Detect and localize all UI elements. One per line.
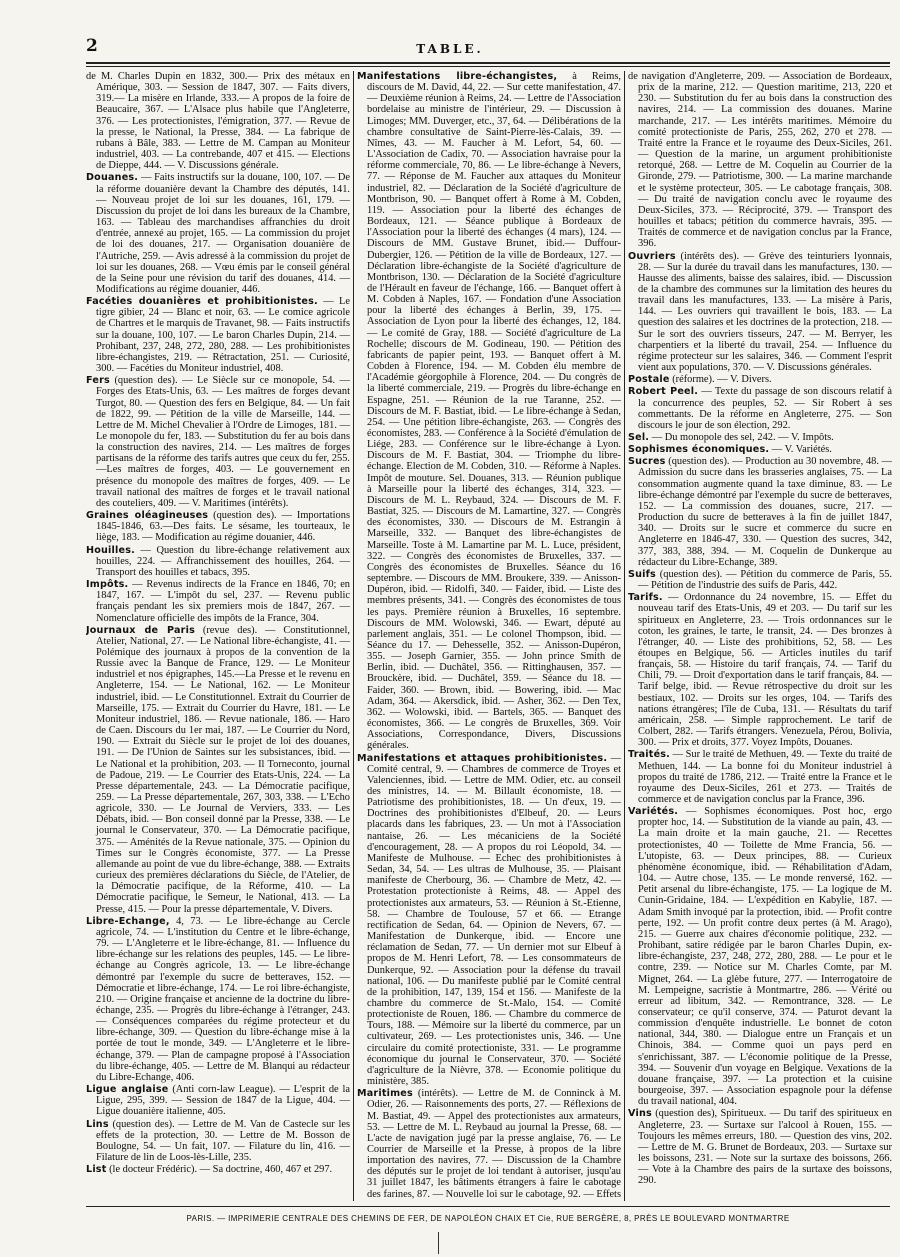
index-references: (question des). — Pétition du commerce de Paris, 55. — Pétition de l'industrie des suifs de Paris, 442. xyxy=(638,568,892,592)
header-rule xyxy=(86,62,890,64)
index-references: (question des), Spiritueux. — Du tarif des spiritueux en Angleterre, 23. — Surtaxe sur l'alcool à Rouen, 155. — Toujours les mêmes erreurs, 180. — Question des vins, 202. — Lettre de M. G. Brunet de Bordeaux, 203. — Surtaxe sur les boissons, 231. — Note sur la surtaxe des boissons, 266. — Vote à la Chambre des pairs de la surtaxe des boissons, 290. xyxy=(638,1108,892,1187)
index-references: — Texte du passage de son discours relatif à la concurrence des peuples, 52. — Sir Robert à ses commettants. De la réforme en Angleterre, 275. — Son discours le jour de son élection, 292. xyxy=(638,386,892,431)
index-entry xyxy=(628,456,892,568)
index-column-2 xyxy=(357,71,621,1201)
index-references: (réforme). — V. Divers. xyxy=(669,374,772,386)
index-term: Lins xyxy=(86,1118,109,1130)
index-entry xyxy=(86,1084,350,1117)
index-references: — Sur le traité de Methuen, 49. — Texte du traité de Methuen, 144. — La bonne foi du Moniteur industriel à propos du traité de 1786, 212. — Traité entre la France et le royaume des Deux-Siciles, 261 et 273. — Traités de commerce et de navigation conclus par la France, 396. xyxy=(638,749,892,805)
index-term: Manifestations et attaques prohibitionistes. xyxy=(357,752,608,764)
index-term: Houilles. xyxy=(86,544,135,556)
page-number: 2 xyxy=(86,36,98,56)
index-entry xyxy=(628,592,892,748)
index-term: Postale xyxy=(628,374,670,386)
index-references: (question des). — Lettre de M. Van de Castecle sur les effets de la protection, 30. — Lettre de M. Bosson de Boulogne, 54. — Un fait, 107. — Filature du lin, 416. — Filature de lin de Loos-lès-Lille, 235. xyxy=(96,1118,350,1163)
index-references: (intérêts des). — Grève des teinturiers lyonnais, 28. — Sur la durée du travail dans les manufactures, 130. — Hausse des aliments, baisse des salaires, ibid. — Discussion de la chambre des communes sur la limitation des heures du travail dans les manufactures, 133. — La misère à Paris, 144. — Les ouvriers qui travaillent le bois, 183. — La question des salaires et les doctrines de la protection, 218. — Sur le sort des ouvriers tisseurs, 247. — M. Berryer, les charpentiers et la liberté du travail, 254. — Influence du régime protecteur sur les salaires, 346. — Comment l'esprit vient aux populations, 370. — V. Discussions générales. xyxy=(638,250,892,374)
index-term: Sel. xyxy=(628,432,650,443)
index-term: Manifestations libre-échangistes, xyxy=(357,71,558,82)
end-of-table-note xyxy=(628,1200,892,1201)
index-entry xyxy=(357,1088,621,1201)
index-entry xyxy=(628,749,892,805)
index-references: — Question du libre-échange relativement aux houilles, 224. — Affranchissement des houilles, 264. — Transport des houilles et tabacs, 395. xyxy=(96,544,350,578)
index-entry xyxy=(86,172,350,295)
column-divider-1 xyxy=(353,71,354,1201)
index-references: (question des). — Production au 30 novembre, 48. — Admission du sucre dans les brasseries anglaises, 75. — La consommation augmente quand la taxe diminue, 83. — Le libre-échange démontré par l'exemple du sucre de betteraves, 152. — La commission des douanes, sucre, 217. — Production du sucre de betteraves à la fin de juillet 1847, 340. — Droits sur le sucre et commerce du sucre en Angleterre en 1846-47, 330. — Question des sucres, 342, 377, 383, 388, 394. — M. Coquelin de Dunkerque au rédacteur du Libre-Echange, 389. xyxy=(638,456,892,568)
index-entry xyxy=(86,375,350,509)
index-entry xyxy=(628,251,892,374)
index-entry xyxy=(86,296,350,374)
column-divider-2 xyxy=(624,71,625,1201)
printer-imprint: PARIS. — IMPRIMERIE CENTRALE DES CHEMINS DE FER, DE NAPOLÉON CHAIX ET Cie, RUE BERGÈRE, 8, PRÈS LE BOULEVARD MONTMARTRE xyxy=(186,1214,790,1223)
index-term: Suifs xyxy=(628,568,656,580)
index-references: (le docteur Frédéric). — Sa doctrine, 460, 467 et 297. xyxy=(106,1164,333,1176)
index-references: — V. Variétés. xyxy=(769,444,832,456)
index-entry xyxy=(86,579,350,624)
index-references: — Sophismes économiques. Post hoc, ergo propter hoc, 14. — Substitution de la viande au pain, 43. — La main droite et la main gauche, 21. — Recettes protectionistes, 40 — Toilette de Mme Francia, 56. — L'utopiste, 63. — Deux principes, 88. — Curieux phénomène économique, ibid. — Réhabilitation d'Adam, 104. — Autre chose, 135. — Le monde renversé, 162. — Petit arsenal du libre-échangiste, 175. — La logique de M. Cunin-Gridaine, 184. — L'expédition en Kabylie, 187. — Adam Smith invoqué par la protection, ibid. — Profit contre perte, 192. — Un profit contre deux pertes (à M. Arago), 215. — Guerre aux chaires d'économie politique, 232. — Prohibant, satire rédigée par le baron Charles Dupin, ex-libre-échangiste, 237, 248, 272, 280, 288. — Le pour et le contre, 239. — Notice sur M. Charles Comte, par M. Mignet, 264. — La glèbe future, 277. — Interrogatoire de M. Lempeigne, sacristie à Montmartre, 286. — Vérité ou erreur ad libitum, 342. — Remontrance, 328. — Le conservateur; ce qu'il conserve, 374. — Paturot devant la commission d'enquête industrielle. Le bonnet de coton national, 344, 380. — Dialogue entre un Français et un Chinois, 384. — Comme quoi un pays perd en s'enrichissant, 387. — L'économie politique de la Presse, 394. — Souvenir d'un voyage en Belgique. Vexations de la douane française, 397. — La protection et la cuisine bourgeoise, 397. — Association espagnole pour la défense du travail national, 404. xyxy=(638,806,892,1108)
index-column-1 xyxy=(86,71,350,1201)
footer-rule xyxy=(86,1206,890,1207)
index-references: — Comité central, 9. — Chambres de commerce de Troyes et Valenciennes, ibid. — Lettre de MM. Odier, etc. au conseil des ministres, 14. — M. Billault économiste, 18. — Patriotisme des prohibitionistes, 18. — Un d'eux, 19. — Doctrines des prohibitionistes d'Elbeuf, 20. — Leurs placards dans les fabriques, 23. — Un mot à l'Association nantaise, 26. — Les mécaniciens de la Société d'encouragement, 28. — A propos du roi Léopold, 34. — Manifeste de Mulhouse. — Echec des prohibitionistes à Sedan, 34, 54. — Les ultras de Mulhouse, 35. — Plaisant manifeste de Cherbourg, 36. — Chambre de Metz, 42. — Protestation protectioniste à Reims, 48. — Appel des protectionistes aux armateurs, 53. — Réunion à St.-Etienne, 58. — Chambre de Toulouse, 57 et 66. — Etrange rectification de Sedan, 64. — Opinion de Nevers, 67. — Manifestation de Dunkerque, ibid. — Encore une réclamation de Sedan, 77. — Un dernier mot sur Elbeuf à propos de M. Henri Lefort, 78. — Les consommateurs de Dunkerque, 92. — Association pour la défense du travail national, 106. — Du manifeste publié par le Comité central de la prohibition, 147, 139, 154 et 156. — Manifeste de la chambre du commerce de St.-Malo, 154. — Comité protectioniste de Rouen, 186. — Chambre du commerce de Tours, 188. — Mémoire sur la liberté du commerce, par un cultivateur, 269. — Les protectionistes unis, 346. — Une circulaire du comité protectioniste, 331. — Le programme économique du journal le Conservateur, 370. — Société d'agriculture de la Nièvre, 378. — Economie politique du ministère, 385. xyxy=(367,752,621,1088)
index-references: de navigation d'Angleterre, 209. — Association de Bordeaux, prix de la marine, 212. — Question maritime, 213, 220 et 230. — Substitution du fer au bois dans la construction des navires, 214. — La commission des douanes. Marine marchande, 217. — Les intérêts maritimes. Mémoire du comité protectioniste de Paris, 255, 262, 270 et 278. — Traité entre la France et le royaume des Deux-Siciles, 261. — Question de la marine, un argument prohibitioniste retorqué, 268. — Lettre de M. Coquelin au Courrier de la Gironde, 279. — Patriotisme, 300. — La marine marchande et le système protecteur, 305. — Le cabotage français, 308. — Du traité de navigation conclu avec le royaume des Deux-Siciles, 373. — Réciprocité, 379. — Transport des houilles et tabacs; pétition du commerce havrais, 395. — Traités de commerce et de navigation conclus par la France, 396. xyxy=(628,71,892,250)
index-term: Journaux de Paris xyxy=(86,624,196,636)
index-references: à Reims, discours de M. David, 44, 22. — Sur cette manifestation, 47. — Deuxième réunion à Reims, 24. — Lettre de l'Association bordelaise au ministre de l'intérieur, 29. — Discussion à Limoges; MM. Duverger, etc., 37, 64. — Délibérations de la chambre consultative de Saint-Pierre-lès-Calais, 39. — Nîmes, 43. — M. Faucher à M. Lefort, 54, 60. — L'Association de Cadix, 70. — Association havraise pour la réforme commerciale, 70, 86. — Le libre-échange à Nevers, 77. — Réponse de M. Faucher aux attaques du Moniteur industriel, 82. — Déclaration de la Société d'agriculture de Montbrison, 90. — Banquet offert à Rome à M. Cobden, 119. — Association pour la liberté des échanges de Bordeaux, 121. — Séance publique à Bordeaux de l'Association pour la liberté des échanges (4 mars), 124. — Discours de MM. Gustave Brunet, ibid.— Duffour-Dubergier, 126. — Pétition de la ville de Bordeaux, 127. — Déclaration libre-échangiste de la Société d'agriculture de Montbrison, 130. — Déclaration de la Société d'agriculture de l'Hérault en faveur de l'échange, 166. — Banquet offert à M. Cobden à Naples, 167. — Fondation d'une Association pour la liberté des échanges à Berlin, 39, 175. — Association de Lyon pour la liberté des échanges, 12, 184. — Le comité de Gray, 188. — Société d'agriculture de La Rochelle; discours de M. Godineau, 190. — Pétition des fabricants de papier peint, 193. — Banquet offert à M. Cobden à Florence, 194. — M. Cobden élu membre de l'Académie géorgophile à Florence, 204. — Du congrès de la liberté commerciale, 219. — Progrès du libre-échange en Espagne, 251. — Réunion de la rue Taranne, 252. — Discours de M. F. Bastiat, ibid. — Le libre-échange à Sedan, 254. — Une pétition libre-échangiste, 263. — Congrès des économistes, 283. — Conférence à la Société d'émulation de Liége, 283. — Conférence sur le libre-échange à Lyon. Discours de M. F. Bastiat, 304. — Triomphe du libre-échange. Election de M. Cobden, 310. — Réforme à Naples. Impôt de mouture. Sel. Douanes, 313. — Réunion publique à Marseille pour la liberté des échanges, 314, 323. — Discours de M. L. Reybaud, 324. — Discours de M. F. Bastiat, 325. — Discours de M. Lamartine, 327. — Congrès des économistes, 330. — Discours de M. Estrangin à Marseille, 332. — Banquet des libre-échangistes de Marseille. Toste à M. Lamartine par M. L. Luce, président, 322. — Congrès des économistes de Bruxelles, 337. — Congrès des économistes de Bruxelles. Séance du 16 septembre. — Discours de MM. Broukere, 339. — Anisson-Dupéron, ibid. — Ridolfi, 340. — Faider, ibid. — Liste des membres présents, 341. — Congrès des économistes de tous les pays. Première réunion à Bruxelles, 16 septembre. Discours de MM. Wolowski, 346. — Ewart, député au parlement anglais, 351. — Le colonel Thompson, ibid. — Séance du 17. — Dehesselle, 352. — Anisson-Dupéron, 355. — Joseph Garnier, 355. — John prince Smith de Berlin, ibid. — Duchâtel, 356. — Rittinghausen, 357. — Brouckère, ibid. — Duchâtel, 359. — Séance du 18. — Faider, 360. — Brown, ibid. — Bowering, ibid. — Mac Adam, 364. — Akersdick, ibid. — Asher, 362. — Den Tex, 362. — Wolowski, ibid. — Bartels, 365. — Banquet des économistes, 366. — Le congrès de Bruxelles, 369. Voir Associations, Correspondance, Divers, Discussions générales. xyxy=(367,71,621,752)
index-term: Ligue anglaise xyxy=(86,1084,169,1096)
index-term: Traités. xyxy=(628,749,671,761)
index-entry xyxy=(86,916,350,1083)
index-entry xyxy=(86,1119,350,1164)
page-title: TABLE. xyxy=(416,42,484,56)
index-term: Graines oléagineuses xyxy=(86,510,209,522)
index-term: Douanes. xyxy=(86,172,139,184)
index-references: (question des). — Le Siècle sur ce monopole, 54. — Forges des Etats-Unis, 63. — Les maîtres de forges devant Turgot, 80. — Question des fers en Belgique, 84. — Un fait de 1822, 99. — Pétition de la ville de Marseille, 144. — Lettre de M. Michel Chevalier à l'Ordre de Limoges, 181. — Le monopole du fer, 183. — Substitution du fer au bois dans la construction des navires, 214. — Les maîtres de forges partisans de la réforme des tarifs autres que ceux du fer, 255.—Les maîtres de forges, 403. — Le gouvernement en présence du monopole des maîtres de forges, 409. — Le travail national des maîtres de forges et le travail national des couteliers, 409. — V. Maritimes (intérêts). xyxy=(96,375,350,509)
index-entry xyxy=(628,444,892,455)
index-term: Libre-Echange, xyxy=(86,915,170,927)
index-term: Sophismes économiques. xyxy=(628,444,770,456)
index-term: Tarifs. xyxy=(628,592,663,604)
index-references: — Du monopole des sel, 242. — V. Impôts. xyxy=(649,432,834,443)
index-entry xyxy=(628,806,892,1107)
index-references: — Ordonnance du 24 novembre, 15. — Effet du nouveau tarif des Etats-Unis, 49 et 203. — Du tarif sur les spiritueux en Angleterre, 23. — Trois ordonnances sur le coton, les graines, le tarte, le transit, 24. — Des bronzes à l'étranger, 40. — Liste des prohibitions, 52, 58. — Les étoupes en Belgique, 56. — Articles inutiles du tarif français, 58. — Histoire du tarif français, 74. — Tarif du Chili, 79. — Droit d'exportation dans le tarif français, 84. — Tarif belge, ibid. — Revue rétrospective du droit sur les bestiaux, 102. — Droits sur les orges, 104. — Tarifs des nations étrangères; l'île de Cuba, 131. — Résultats du tarif américain, 258. — Simple rapprochement. Le tarif de Colbert, 282. — Tarifs étrangers. Venezuela, Pérou, Bolivia, 300. — Prix et droits, 377. Voyez Impôts, Douanes. xyxy=(638,592,892,749)
index-term: Variétés. xyxy=(628,806,679,818)
index-entry xyxy=(628,374,892,385)
index-references: — Le tigre gibier, 24 — Blanc et noir, 63. — Le comice agricole de Chartres et le marquis de Travanet, 98. — Faits instructifs sur la douane, 100, 107. — Le baron Charles Dupin, 214. — Prohibant, 237, 248, 272, 280, 288. — Les prohibitionistes libre-échangistes, 219. — Rétractation, 251. — Curiosité, 300. — Facéties du Moniteur industriel, 408. xyxy=(96,296,350,375)
index-entry xyxy=(357,71,621,752)
index-references: (Anti corn-law League). — L'esprit de la Ligue, 295, 399. — Session de 1847 de la Ligue, 404. — Ligue douanière italienne, 405. xyxy=(96,1084,350,1118)
index-entry xyxy=(628,569,892,591)
header-rule-thin xyxy=(86,66,890,67)
index-entry xyxy=(86,545,350,578)
index-references: — Revenus indirects de la France en 1846, 70; en 1847, 167. — L'impôt du sel, 237. — Revenu public français pendant les six premiers mois de 1847, 267. — Nomenclature officielle des impôts de la France, 304. xyxy=(96,579,350,624)
index-term: Impôts. xyxy=(86,579,129,591)
index-entry xyxy=(628,1108,892,1186)
index-references: de M. Charles Dupin en 1832, 300.— Prix des métaux en Amérique, 303. — Session de 1847, 307. — Faits divers, 319.— La misère en Irlande, 333.— A propos de la foire de Beaucaire, 367. — L'Alsace plus habile que l'Angleterre, 376. — Les protectionistes, l'émigration, 377. — Revue de la presse, le National, la Presse, 384. — La fabrique de rubans à Bâle, 383. — Lettre de M. Campan au Moniteur industriel, 403. — La contrebande, 407 et 415. — Elections de Dieppe, 444. — V. Discussions générale. xyxy=(86,71,350,172)
index-entry xyxy=(628,71,892,250)
index-term: Facéties douanières et prohibitionistes. xyxy=(86,296,318,308)
index-term: Vins xyxy=(628,1108,652,1120)
index-entry xyxy=(357,753,621,1088)
index-references: (revue des). — Constitutionnel, Atelier, National, 27. — Le National libre-échangiste, 41. — Polémique des journaux à propos de la convention de la Russie avec la Banque de France, 129. — Le Moniteur industriel et nos épigraphes, 145.—La Presse et le revenu en Angleterre, 154. — Le National, 162. — Le Moniteur industriel, ibid. — Le Constitutionnel. Extrait du Courrier de Marseille, 175. — Extrait du Courrier du Havre, 181. — Le Moniteur industriel, 186. — Revue nationale, 186. — Haro de Caen. Discours du 1er mai, 187. — Le Courrier du Nord, 190. — Extrait du Siècle sur le projet de loi des douanes, 191. — De l'Union de Saintes sur les subsistances, ibid. — Le National et la prohibition, 203. — Il Torneconto, journal de Padoue, 219. — Le Courrier des Etats-Unis, 224. — La Presse départementale, 243. — La Démocratie pacifique, 259. — La Presse départementale, 267, 303, 338. — L'Echo agricole, 330. — Le Journal de Verviers, 333. — Les Débats, ibid. — Bon conseil donné par la Presse, 338. — Le journal le Conservateur, 370. — La Démocratie pacifique, 375. — Aménités de la Revue nationale, 375. — Opinion du Times sur le Congrès économiste, 377. — La Presse allemande au point de vue du libre-échange, 388. — Extraits curieux des premières déclarations du Siècle, de l'Atelier, de la Démocratie pacifique, de la Réforme, 410. — La Démocratie pacifique, le Semeur, le National, 413. — La Presse, 415. — Pour la presse départementale, V. Divers. xyxy=(96,624,350,915)
index-references: (question des). — Importations 1845-1846, 63.—Des faits. Le sésame, les tourteaux, le liège, 183. — Modification au régime douanier, 446. xyxy=(96,510,350,544)
index-term: Ouvriers xyxy=(628,250,676,262)
index-term: Maritimes xyxy=(357,1088,413,1100)
index-entry xyxy=(86,625,350,915)
print-mark xyxy=(438,1232,447,1254)
index-term: Robert Peel. xyxy=(628,386,699,398)
index-entry xyxy=(628,432,892,443)
index-term: List xyxy=(86,1164,107,1176)
index-entry xyxy=(86,71,350,171)
index-entry xyxy=(86,1164,350,1175)
index-entry xyxy=(86,510,350,543)
index-references: — Faits instructifs sur la douane, 100, 107. — De la réforme douanière devant la Chambre des députés, 141. — Nouveau projet de loi sur les douanes, 161, 179. — Discussion du projet de loi dans les bureaux de la Chambre, 163. — Tableau des marchandises affranchies du droit d'entrée, annexé au projet, 165. — La commission du projet de loi des douanes, 217. — Organisation douanière de l'Autriche, 259. — Avis adressé à la commission du projet de loi sur les douanes, 268. — Vœu émis par le conseil général de la Seine pour une révision du tarif des douanes, 414. — Modifications au régime douanier, 446. xyxy=(96,172,350,295)
index-entry xyxy=(628,386,892,431)
index-references: 4, 73. — Le libre-échange au Cercle agricole, 74. — L'institution du Centre et le libre-échange, 79. — L'Angleterre et le libre-échange, 81. — Influence du libre-échange sur les relations des peuples, 145. — Le libre-échange au Congrès agricole, 13. — Le libre-échange démontré par l'exemple du sucre de betteraves, 152. — Démocratie et libre-échange, 174. — Le roi libre-échangiste, 210. — Origine française et ancienne de la doctrine du libre-échange, 235. — Progrès du libre-échange à l'étranger, 243. — Conséquences comparées du régime protecteur et du libre-échange, 309. — Question du libre-échange mise à la portée de tout le monde, 349. — L'Angleterre et le libre-échange, 379. — Plan de campagne proposé à l'Association du libre-échange, 405. — Lettre de M. Blanqui au rédacteur du Libre-Echange, 406. xyxy=(96,915,350,1083)
index-column-3 xyxy=(628,71,892,1201)
index-term: Fers xyxy=(86,375,110,387)
index-references: (intérêts). — Lettre de M. de Conninck à M. Odier, 26. — Raisonnements des ports, 27. — Réflexions de M. Bastiat, 49. — Appel des protectionistes aux armateurs, 53. — Lettre de M. L. Reybaud au journal la Presse, 68. — L'acte de navigation jugé par la presse anglaise, 76. — Le Courrier de Marseille et la Presse, à propos de la libre importation des navires, 77. — Discussion de la Chambre des députés sur le projet de loi tendant à autoriser, jusqu'au 31 juillet 1847, les bâtiments étrangers à faire le cabotage des farines, 87. — Nouvelle loi sur le cabotage, 92. — Effets xyxy=(367,1088,621,1200)
index-term: Sucres xyxy=(628,456,666,468)
